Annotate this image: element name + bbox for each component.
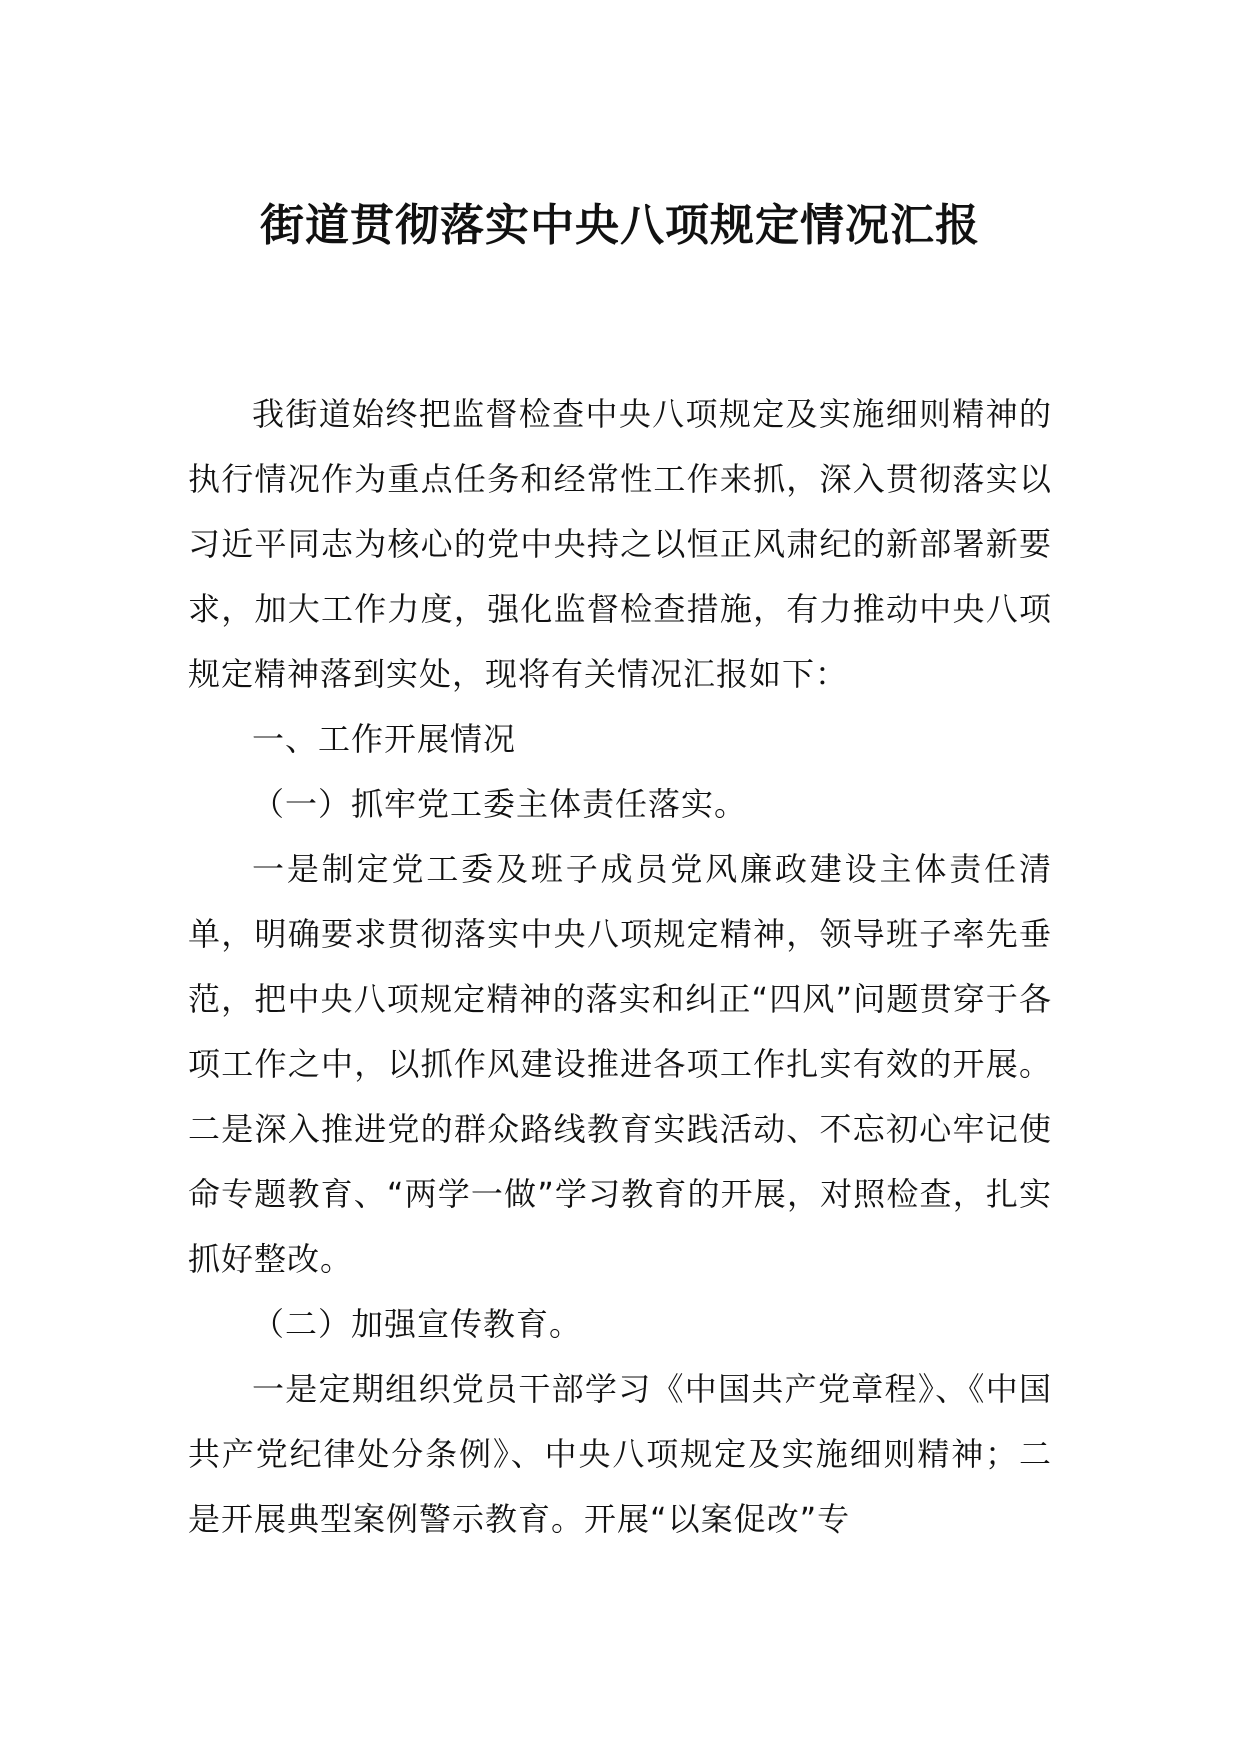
section-heading-work-status: 一、工作开展情况 <box>252 720 517 758</box>
document-body <box>188 382 1052 1552</box>
subsection-heading-1: （一）抓牢党工委主体责任落实。 <box>252 785 748 823</box>
paragraph-subsection-2: 一是定期组织党员干部学习《中国共产党章程》、《中国共产党纪律处分条例》、中央八项规定及实施细则精神；二是开展典型案例警示教育。开展“以案促改”专 <box>188 1370 1052 1538</box>
document-title: 街道贯彻落实中央八项规定情况汇报 <box>260 200 980 251</box>
paragraph-intro: 我街道始终把监督检查中央八项规定及实施细则精神的执行情况作为重点任务和经常性工作来抓，深入贯彻落实以习近平同志为核心的党中央持之以恒正风肃纪的新部署新要求，加大工作力度，强化监督检查措施，有力推动中央八项规定精神落到实处，现将有关情况汇报如下： <box>188 395 1052 693</box>
paragraph-subsection-1: 一是制定党工委及班子成员党风廉政建设主体责任清单，明确要求贯彻落实中央八项规定精神，领导班子率先垂范，把中央八项规定精神的落实和纠正“四风”问题贯穿于各项工作之中，以抓作风建设推进各项工作扎实有效的开展。二是深入推进党的群众路线教育实践活动、不忘初心牢记使命专题教育、“两学一做”学习教育的开展，对照检查，扎实抓好整改。 <box>188 850 1052 1278</box>
subsection-heading-2: （二）加强宣传教育。 <box>252 1305 583 1343</box>
